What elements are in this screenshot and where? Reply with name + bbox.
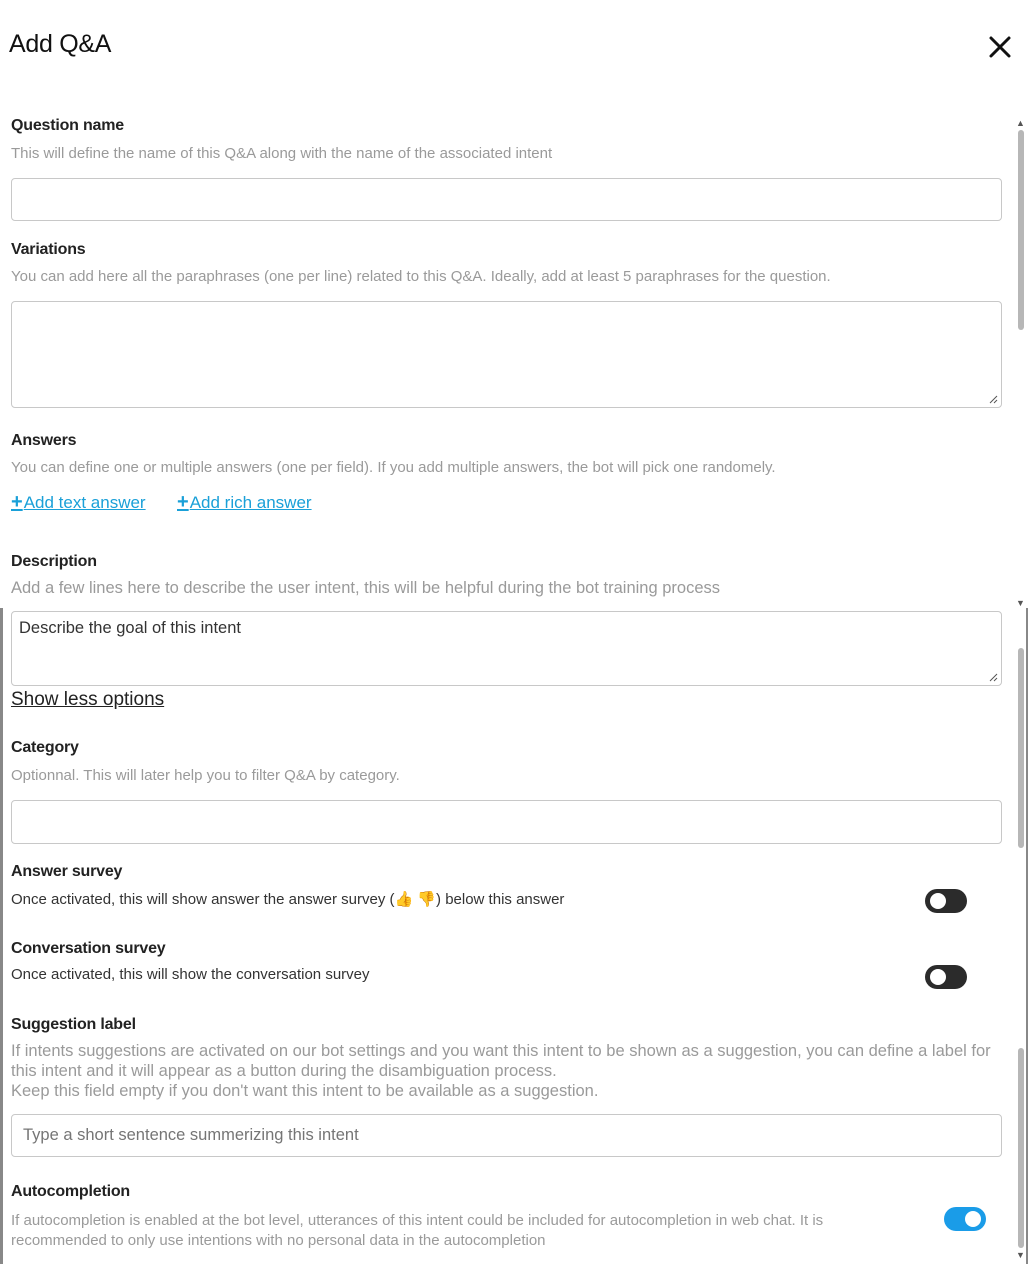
scrollbar-thumb[interactable] (1018, 1048, 1024, 1248)
dialog-title: Add Q&A (9, 30, 112, 58)
resize-grip-icon[interactable] (989, 395, 998, 404)
description-label: Description (11, 553, 97, 570)
answer-survey-label: Answer survey (11, 863, 123, 880)
conversation-survey-toggle[interactable] (925, 965, 967, 989)
resize-grip-icon[interactable] (989, 673, 998, 682)
frame-divider (0, 608, 3, 1264)
answers-help: You can define one or multiple answers (one per field). If you add multiple answers, the bot will pick one randomely. (11, 459, 776, 476)
description-textarea-text: Describe the goal of this intent (19, 619, 241, 637)
question-name-help: This will define the name of this Q&A along with the name of the associated intent (11, 145, 553, 162)
scroll-down-arrow-icon[interactable]: ▼ (1016, 1250, 1025, 1260)
scroll-down-arrow-icon[interactable]: ▼ (1016, 598, 1025, 608)
add-rich-answer-link[interactable]: + Add rich answer (177, 491, 312, 513)
category-input[interactable] (11, 800, 1002, 844)
suggestion-label-help-2: Keep this field empty if you don't want this intent to be available as a suggestion. (11, 1082, 599, 1100)
variations-label: Variations (11, 241, 86, 258)
toggle-knob (930, 893, 946, 909)
variations-help: You can add here all the paraphrases (one per line) related to this Q&A. Ideally, add at least 5 paraphrases for the question. (11, 268, 831, 285)
dialog-header (0, 0, 1030, 92)
autocompletion-toggle[interactable] (944, 1207, 986, 1231)
answer-survey-help: Once activated, this will show answer the answer survey (👍 👎) below this answer (11, 891, 565, 908)
autocompletion-help: If autocompletion is enabled at the bot level, utterances of this intent could be included for autocompletion in web chat. It is recommended to only use intentions with no personal data in the autocompletion (11, 1212, 824, 1249)
toggle-knob (930, 969, 946, 985)
scroll-up-arrow-icon[interactable]: ▲ (1016, 118, 1025, 128)
close-icon[interactable] (985, 32, 1015, 62)
question-name-input[interactable] (11, 178, 1002, 221)
answers-label: Answers (11, 432, 77, 449)
description-help: Add a few lines here to describe the user intent, this will be helpful during the bot training process (11, 579, 720, 597)
category-label: Category (11, 739, 79, 756)
category-help: Optionnal. This will later help you to filter Q&A by category. (11, 767, 400, 784)
conversation-survey-help: Once activated, this will show the conversation survey (11, 966, 370, 983)
toggle-knob (965, 1211, 981, 1227)
question-name-label: Question name (11, 117, 124, 134)
variations-textarea[interactable] (11, 301, 1002, 408)
add-text-answer-link[interactable]: + Add text answer (11, 491, 146, 513)
autocompletion-label: Autocompletion (11, 1183, 130, 1200)
show-less-options-link[interactable]: Show less options (11, 689, 165, 710)
suggestion-label-label: Suggestion label (11, 1016, 136, 1033)
thumbs-emoji: 👍 👎 (394, 891, 437, 908)
conversation-survey-label: Conversation survey (11, 940, 166, 957)
suggestion-label-input[interactable] (11, 1114, 1002, 1157)
description-textarea[interactable] (11, 611, 1002, 686)
scrollbar-thumb[interactable] (1018, 130, 1024, 330)
suggestion-label-help: If intents suggestions are activated on our bot settings and you want this intent to be shown as a suggestion, you can define a label for this intent and it will appear as a button during the disambiguation process. (11, 1042, 991, 1080)
frame-divider (1026, 608, 1028, 1264)
plus-icon: + (11, 491, 23, 513)
answer-survey-toggle[interactable] (925, 889, 967, 913)
scrollbar-thumb[interactable] (1018, 648, 1024, 848)
plus-icon: + (177, 491, 189, 513)
